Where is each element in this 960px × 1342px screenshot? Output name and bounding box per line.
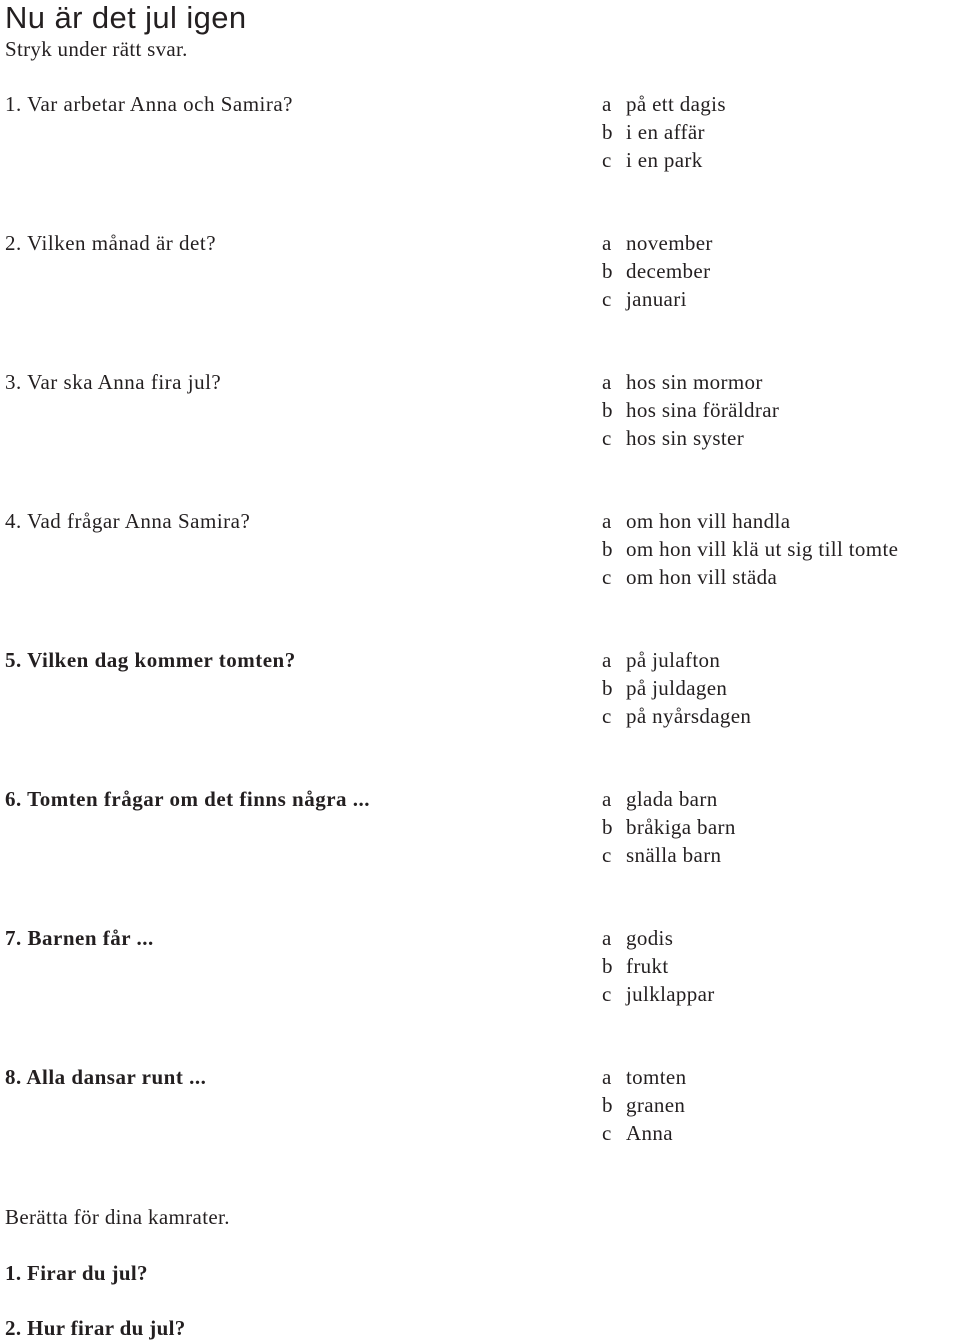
question-6-option-a[interactable] — [602, 785, 958, 813]
option-text: Anna — [626, 1121, 673, 1145]
question-8-option-a[interactable] — [602, 1063, 958, 1091]
option-letter: b — [602, 120, 613, 144]
option-text: på juldagen — [626, 676, 728, 700]
question-3-option-b[interactable] — [602, 396, 958, 424]
option-letter: b — [602, 1093, 613, 1117]
question-4-option-c[interactable] — [602, 563, 958, 591]
option-letter: c — [602, 148, 612, 172]
option-text: godis — [626, 926, 674, 950]
question-2-option-c[interactable] — [602, 285, 958, 313]
option-letter: c — [602, 287, 612, 311]
option-letter: a — [602, 787, 612, 811]
option-text: tomten — [626, 1065, 687, 1089]
option-text: december — [626, 259, 711, 283]
option-text: frukt — [626, 954, 669, 978]
question-5-text: 5. Vilken dag kommer tomten? — [5, 648, 296, 672]
option-letter: a — [602, 231, 612, 255]
question-7 — [0, 924, 960, 1014]
option-text: om hon vill klä ut sig till tomte — [626, 537, 899, 561]
option-text: bråkiga barn — [626, 815, 736, 839]
question-8-text: 8. Alla dansar runt ... — [5, 1065, 207, 1089]
question-6-text: 6. Tomten frågar om det finns några ... — [5, 787, 371, 811]
question-8-option-b[interactable] — [602, 1091, 958, 1119]
option-letter: b — [602, 815, 613, 839]
tell-friends-question-2: 2. Hur firar du jul? — [5, 1316, 186, 1340]
option-letter: c — [602, 843, 612, 867]
option-letter: c — [602, 565, 612, 589]
option-text: hos sin syster — [626, 426, 745, 450]
question-1-text: 1. Var arbetar Anna och Samira? — [5, 92, 294, 116]
question-3-options — [602, 368, 958, 452]
option-letter: a — [602, 370, 612, 394]
option-text: julklappar — [626, 982, 715, 1006]
option-text: glada barn — [626, 787, 718, 811]
question-4-options — [602, 507, 958, 591]
question-3-text: 3. Var ska Anna fira jul? — [5, 370, 222, 394]
question-2 — [0, 229, 960, 319]
tell-friends-heading: Berätta för dina kamrater. — [5, 1205, 230, 1229]
worksheet-title: Nu är det jul igen — [5, 0, 247, 35]
question-4-option-a[interactable] — [602, 507, 958, 535]
question-4 — [0, 507, 960, 597]
option-letter: b — [602, 398, 613, 422]
option-text: i en affär — [626, 120, 705, 144]
question-7-options — [602, 924, 958, 1008]
question-8-options — [602, 1063, 958, 1147]
question-1-option-b[interactable] — [602, 118, 958, 146]
option-text: snälla barn — [626, 843, 722, 867]
option-letter: c — [602, 1121, 612, 1145]
question-8 — [0, 1063, 960, 1153]
option-text: hos sina föräldrar — [626, 398, 780, 422]
option-letter: a — [602, 1065, 612, 1089]
option-text: januari — [626, 287, 687, 311]
question-7-text: 7. Barnen får ... — [5, 926, 154, 950]
question-5-option-a[interactable] — [602, 646, 958, 674]
question-6 — [0, 785, 960, 875]
option-letter: b — [602, 259, 613, 283]
question-1 — [0, 90, 960, 180]
question-2-option-b[interactable] — [602, 257, 958, 285]
option-letter: c — [602, 704, 612, 728]
question-1-option-c[interactable] — [602, 146, 958, 174]
option-letter: a — [602, 92, 612, 116]
option-letter: a — [602, 509, 612, 533]
worksheet-instruction: Stryk under rätt svar. — [5, 37, 188, 61]
question-4-option-b[interactable] — [602, 535, 958, 563]
question-5-options — [602, 646, 958, 730]
question-1-option-a[interactable] — [602, 90, 958, 118]
question-7-option-a[interactable] — [602, 924, 958, 952]
option-letter: a — [602, 926, 612, 950]
question-1-options — [602, 90, 958, 174]
question-7-option-b[interactable] — [602, 952, 958, 980]
option-text: hos sin mormor — [626, 370, 763, 394]
question-3 — [0, 368, 960, 458]
question-5-option-b[interactable] — [602, 674, 958, 702]
option-letter: c — [602, 426, 612, 450]
question-4-text: 4. Vad frågar Anna Samira? — [5, 509, 251, 533]
question-6-options — [602, 785, 958, 869]
question-3-option-c[interactable] — [602, 424, 958, 452]
option-text: om hon vill handla — [626, 509, 791, 533]
option-text: om hon vill städa — [626, 565, 778, 589]
question-2-options — [602, 229, 958, 313]
option-text: i en park — [626, 148, 703, 172]
option-text: på ett dagis — [626, 92, 726, 116]
question-7-option-c[interactable] — [602, 980, 958, 1008]
option-text: granen — [626, 1093, 686, 1117]
option-text: november — [626, 231, 713, 255]
option-letter: c — [602, 982, 612, 1006]
option-letter: b — [602, 537, 613, 561]
question-2-text: 2. Vilken månad är det? — [5, 231, 217, 255]
option-text: på julafton — [626, 648, 721, 672]
question-5 — [0, 646, 960, 736]
question-8-option-c[interactable] — [602, 1119, 958, 1147]
option-text: på nyårsdagen — [626, 704, 752, 728]
question-5-option-c[interactable] — [602, 702, 958, 730]
question-6-option-b[interactable] — [602, 813, 958, 841]
question-3-option-a[interactable] — [602, 368, 958, 396]
option-letter: a — [602, 648, 612, 672]
tell-friends-question-1: 1. Firar du jul? — [5, 1261, 148, 1285]
option-letter: b — [602, 954, 613, 978]
question-6-option-c[interactable] — [602, 841, 958, 869]
option-letter: b — [602, 676, 613, 700]
question-2-option-a[interactable] — [602, 229, 958, 257]
